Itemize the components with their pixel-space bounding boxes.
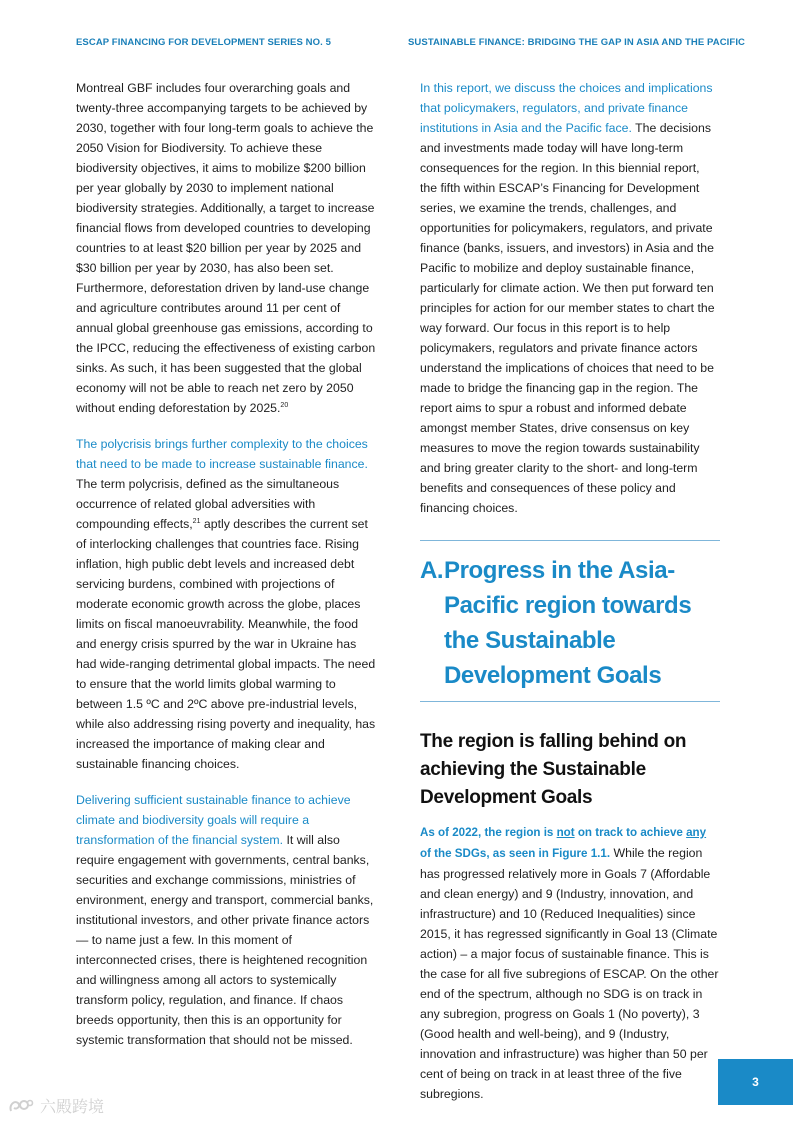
footnote-ref[interactable]: 21 — [192, 517, 201, 525]
section-heading — [420, 553, 720, 693]
section-rule-bottom — [420, 701, 720, 702]
logo-icon — [8, 1097, 34, 1115]
running-header-left: ESCAP FINANCING FOR DEVELOPMENT SERIES NO. 5 — [76, 37, 331, 48]
paragraph-transformation: Delivering sufficient sustainable finance to achieve climate and biodiversity goals will require a transformation of the financial system. It will also require engagement with governments, central banks, securities and exchange commissions, ministries of environment, energy and transport, commercial banks, institutional investors, and other private finance actors — to name just a few. In this moment of interconnected crises, there is heightened recognition and willingness among all actors to systemically transform policy, regulation, and finance. If chaos breeds opportunity, then this is an opportunity for systemic transformation that should not be missed. — [76, 793, 374, 1047]
paragraph-report-intro: In this report, we discuss the choices and implications that policymakers, regulators, and private finance institutions in Asia and the Pacific face. The decisions and investments made today will have long-term consequences for the region. In this biennial report, the fifth within ESCAP’s Financing for Development series, we examine the trends, challenges, and opportunities for policymakers, regulators, and private finance (banks, issuers, and investors) in Asia and the Pacific to mobilize and deploy sustainable finance, particularly for climate action. We then put forward ten principles for action for our member states to chart the way forward. Our focus in this report is to help policymakers, regulators and private finance actors understand the implications of choices that need to be made to bridge the financing gap in the region. The report aims to spur a robust and informed debate amongst member States, drive consensus on key measures to move the region towards sustainability and bring greater clarity to the short- and long-term benefits and consequences of these policy and financing choices. — [420, 81, 715, 515]
paragraph-sdg-progress: As of 2022, the region is not on track to achieve any of the SDGs, as seen in Figure 1.1. While the region has progressed relatively more in Goals 7 (Affordable and clean energy) and 9 (Industry, innovation, and infrastructure) and 10 (Reduced Inequalities) since 2015, it has regressed significantly in Goal 13 (Climate action) – a major focus of sustainable finance. This is the case for all five subregions of ESCAP. On the other end of the spectrum, although no SDG is on track in any subregion, progress on Goals 1 (No poverty), 3 (Good health and well-being), and 9 (Industry, innovation and infrastructure) was higher than 50 per cent of being on track in at least three of the five subregions. — [420, 826, 719, 1101]
left-column — [76, 78, 376, 1066]
page-number: 3 — [718, 1059, 793, 1105]
highlight-sentence: The polycrisis brings further complexity to the choices that need to be made to increase sustainable finance. — [76, 437, 368, 471]
footnote-ref[interactable]: 20 — [280, 401, 289, 409]
watermark-text: 六殿跨境 — [40, 1099, 105, 1116]
section-letter: A. — [420, 557, 444, 584]
right-column — [420, 78, 720, 1120]
highlight-sentence: Delivering sufficient sustainable finance to achieve climate and biodiversity goals will require a transformation of the financial system. — [76, 793, 351, 847]
section-heading-block — [420, 541, 720, 701]
highlight-sentence: In this report, we discuss the choices and implications that policymakers, regulators, and private finance institutions in Asia and the Pacific face. — [420, 81, 713, 135]
paragraph-biodiversity: Montreal GBF includes four overarching goals and twenty-three accompanying targets to be achieved by 2030, together with four long-term goals to achieve the 2050 Vision for Biodiversity. To achieve these biodiversity objectives, it aims to mobilize $200 billion per year globally by 2030 to implement national biodiversity strategies. Additionally, a target to increase financial flows from developed countries to developing countries to at least $20 billion per year by 2025 and $30 billion per year by 2030, has also been set. Furthermore, deforestation driven by land-use change and agriculture contributes around 11 per cent of annual global greenhouse gas emissions, according to the IPCC, reducing the effectiveness of existing carbon sinks. As such, it has been suggested that the global economy will not be able to reach net zero by 2050 without ending deforestation by 2025.20 — [76, 81, 376, 415]
paragraph-polycrisis: The polycrisis brings further complexity to the choices that need to be made to increase sustainable finance. The term polycrisis, defined as the simultaneous occurrence of related global adversities with compounding effects,$^{21}$ aptly describes the current set of interlocking challenges that countries face. Rising inflation, high public debt levels and increased debt servicing burdens, combined with projections of moderate economic growth across the globe, places limits on fiscal manoeuvrability. Meanwhile, the food and energy crisis spurred by the war in Ukraine has had wide-ranging detrimental global impacts. The need to ensure that the world limits global warming to between 1.5 ºC and 2ºC above pre-industrial levels, while also addressing rising poverty and inequality, has increased the importance of making clear and sustainable financing choices. — [76, 437, 376, 771]
watermark — [8, 1094, 104, 1117]
section-title: Progress in the Asia-Pacific region towards the Sustainable Development Goals — [444, 557, 692, 689]
lead-highlight: As of 2022, the region is not on track to achieve any of the SDGs, as seen in Figure 1.1. — [420, 826, 707, 860]
subheading: The region is falling behind on achieving the Sustainable Development Goals — [420, 731, 687, 808]
running-header-right: SUSTAINABLE FINANCE: BRIDGING THE GAP IN ASIA AND THE PACIFIC — [408, 37, 746, 48]
